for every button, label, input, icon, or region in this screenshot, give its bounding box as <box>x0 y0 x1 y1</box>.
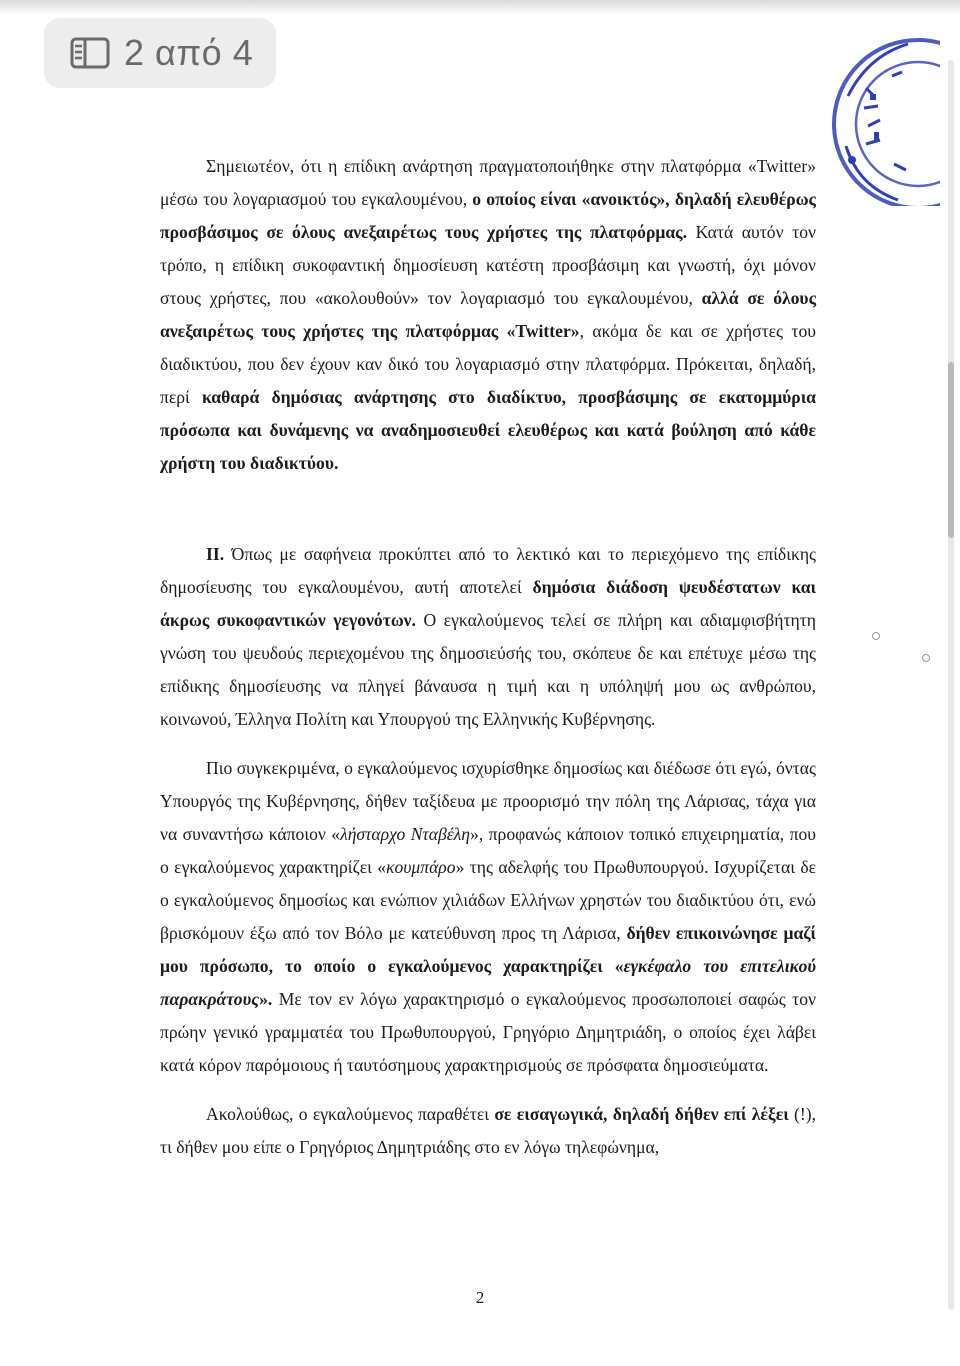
text-run: » της αδελφής του Πρωθυπουργού. Ισχυρίζεται δε ο εγκαλούμενος δημοσίως και ενώπιον χιλιάδων Ελλήνων χρηστών του διαδικτύου ότι, ενώ βρισκόμουν έξω από τον Βόλο με κατεύθυνση προς τη Λάρισα, <box>160 857 817 943</box>
scrollbar-track[interactable] <box>948 60 954 1310</box>
scan-speck <box>922 654 930 662</box>
text-run: Με τον εν λόγω χαρακτηρισμό ο εγκαλούμενος προσωποποιεί σαφώς τον πρώην γενικό γραμματέα του Πρωθυπουργού, Γρηγόριο Δημητριάδη, ο οποίος έχει λάβει κατά κόρον παρόμοιους ή ταυτόσημους χαρακτηρισμούς σε πρόσφατα δημοσιεύματα. <box>160 989 816 1075</box>
text-run: , ακόμα δε και σε χρήστες του διαδικτύου, που δεν έχουν καν δικό του λογαριασμό στην πλατφόρμα. Πρόκειται, δηλαδή, περί <box>160 321 816 407</box>
scan-speck <box>872 632 880 640</box>
paragraph <box>160 150 816 480</box>
text-run: », προφανώς κάποιον τοπικό επιχειρηματία, που ο εγκαλούμενος χαρακτηρίζει « <box>160 824 817 877</box>
page-indicator-label: 2 από 4 <box>124 32 254 73</box>
text-run: Όπως με σαφήνεια προκύπτει από το λεκτικό και το περιεχόμενο της επίδικης δημοσίευσης του εγκαλουμένου, αυτή αποτελεί <box>160 544 816 597</box>
bold-text-run: δήθεν επικοινώνησε μαζί μου πρόσωπο, το οποίο ο εγκαλούμενος χαρακτηρίζει « <box>160 923 817 976</box>
scrollbar-thumb[interactable] <box>948 362 954 538</box>
official-stamp-icon <box>808 36 940 206</box>
italic-text-run: κουμπάρο <box>386 857 456 877</box>
bold-text-run: σε εισαγωγικά, δηλαδή δήθεν επί λέξει <box>494 1104 789 1124</box>
page-number: 2 <box>475 1288 485 1307</box>
document-body <box>160 150 816 1164</box>
section-number: ΙΙ. <box>206 544 225 564</box>
paragraph <box>160 752 816 1082</box>
text-run: Ακολούθως, ο εγκαλούμενος παραθέτει <box>206 1104 495 1124</box>
text-run: Πιο συγκεκριμένα, ο εγκαλούμενος ισχυρίσθηκε δημοσίως και διέδωσε ότι εγώ, όντας Υπουργός της Κυβέρνησης, δήθεν ταξίδευα με προορισμό την πόλη της Λάρισας, τάχα για να συναντήσω κάποιον « <box>160 758 816 844</box>
bold-text-run: αλλά σε όλους ανεξαιρέτως τους χρήστες της πλατφόρμας «Twitter» <box>160 288 816 341</box>
text-run: (!), τι δήθεν μου είπε ο Γρηγόριος Δημητριάδης στο εν λόγω τηλεφώνημα, <box>160 1104 817 1157</box>
bold-text-run: ο οποίος είναι «ανοικτός», δηλαδή ελευθέρως προσβάσιμος σε όλους ανεξαιρέτως τους χρήστες της πλατφόρμας. <box>160 189 816 242</box>
bold-text-run: δημόσια διάδοση ψευδέστατων και άκρως συκοφαντικών γεγονότων. <box>160 577 816 630</box>
bold-italic-text-run: εγκέφαλο του επιτελικού παρακράτους <box>160 956 816 1009</box>
paragraph <box>160 1098 816 1164</box>
text-run: Κατά αυτόν τον τρόπο, η επίδικη συκοφαντική δημοσίευση κατέστη προσβάσιμη και γνωστή, όχι μόνον στους χρήστες, που «ακολουθούν» τον λογαριασμό του εγκαλουμένου, <box>160 222 816 308</box>
sidebar-icon[interactable] <box>70 37 110 69</box>
italic-text-run: λήσταρχο Νταβέλη <box>340 824 471 844</box>
viewer-top-edge <box>0 0 960 14</box>
bold-text-run: καθαρά δημόσιας ανάρτησης στο διαδίκτυο, προσβάσιμης σε εκατομμύρια πρόσωπα και δυνάμενης να αναδημοσιευθεί ελευθέρως και κατά βούληση από κάθε χρήστη του διαδικτύου. <box>160 387 816 473</box>
page-indicator[interactable] <box>44 18 276 88</box>
bold-text-run: ». <box>259 989 273 1009</box>
text-run: Ο εγκαλούμενος τελεί σε πλήρη και αδιαμφισβήτητη γνώση του ψευδούς περιεχομένου της δημοσιεύσής του, σκόπευε δε και επέτυχε μέσω της επίδικης δημοσίευσης να πληγεί βάναυσα η τιμή και η υπόληψή μου ως ανθρώπου, κοινωνού, Έλληνα Πολίτη και Υπουργού της Ελληνικής Κυβέρνησης. <box>160 610 816 729</box>
paragraph <box>160 538 816 736</box>
text-run: Σημειωτέον, ότι η επίδικη ανάρτηση πραγματοποιήθηκε στην πλατφόρμα «Twitter» μέσω του λογαριασμού του εγκαλουμένου, <box>160 156 816 209</box>
